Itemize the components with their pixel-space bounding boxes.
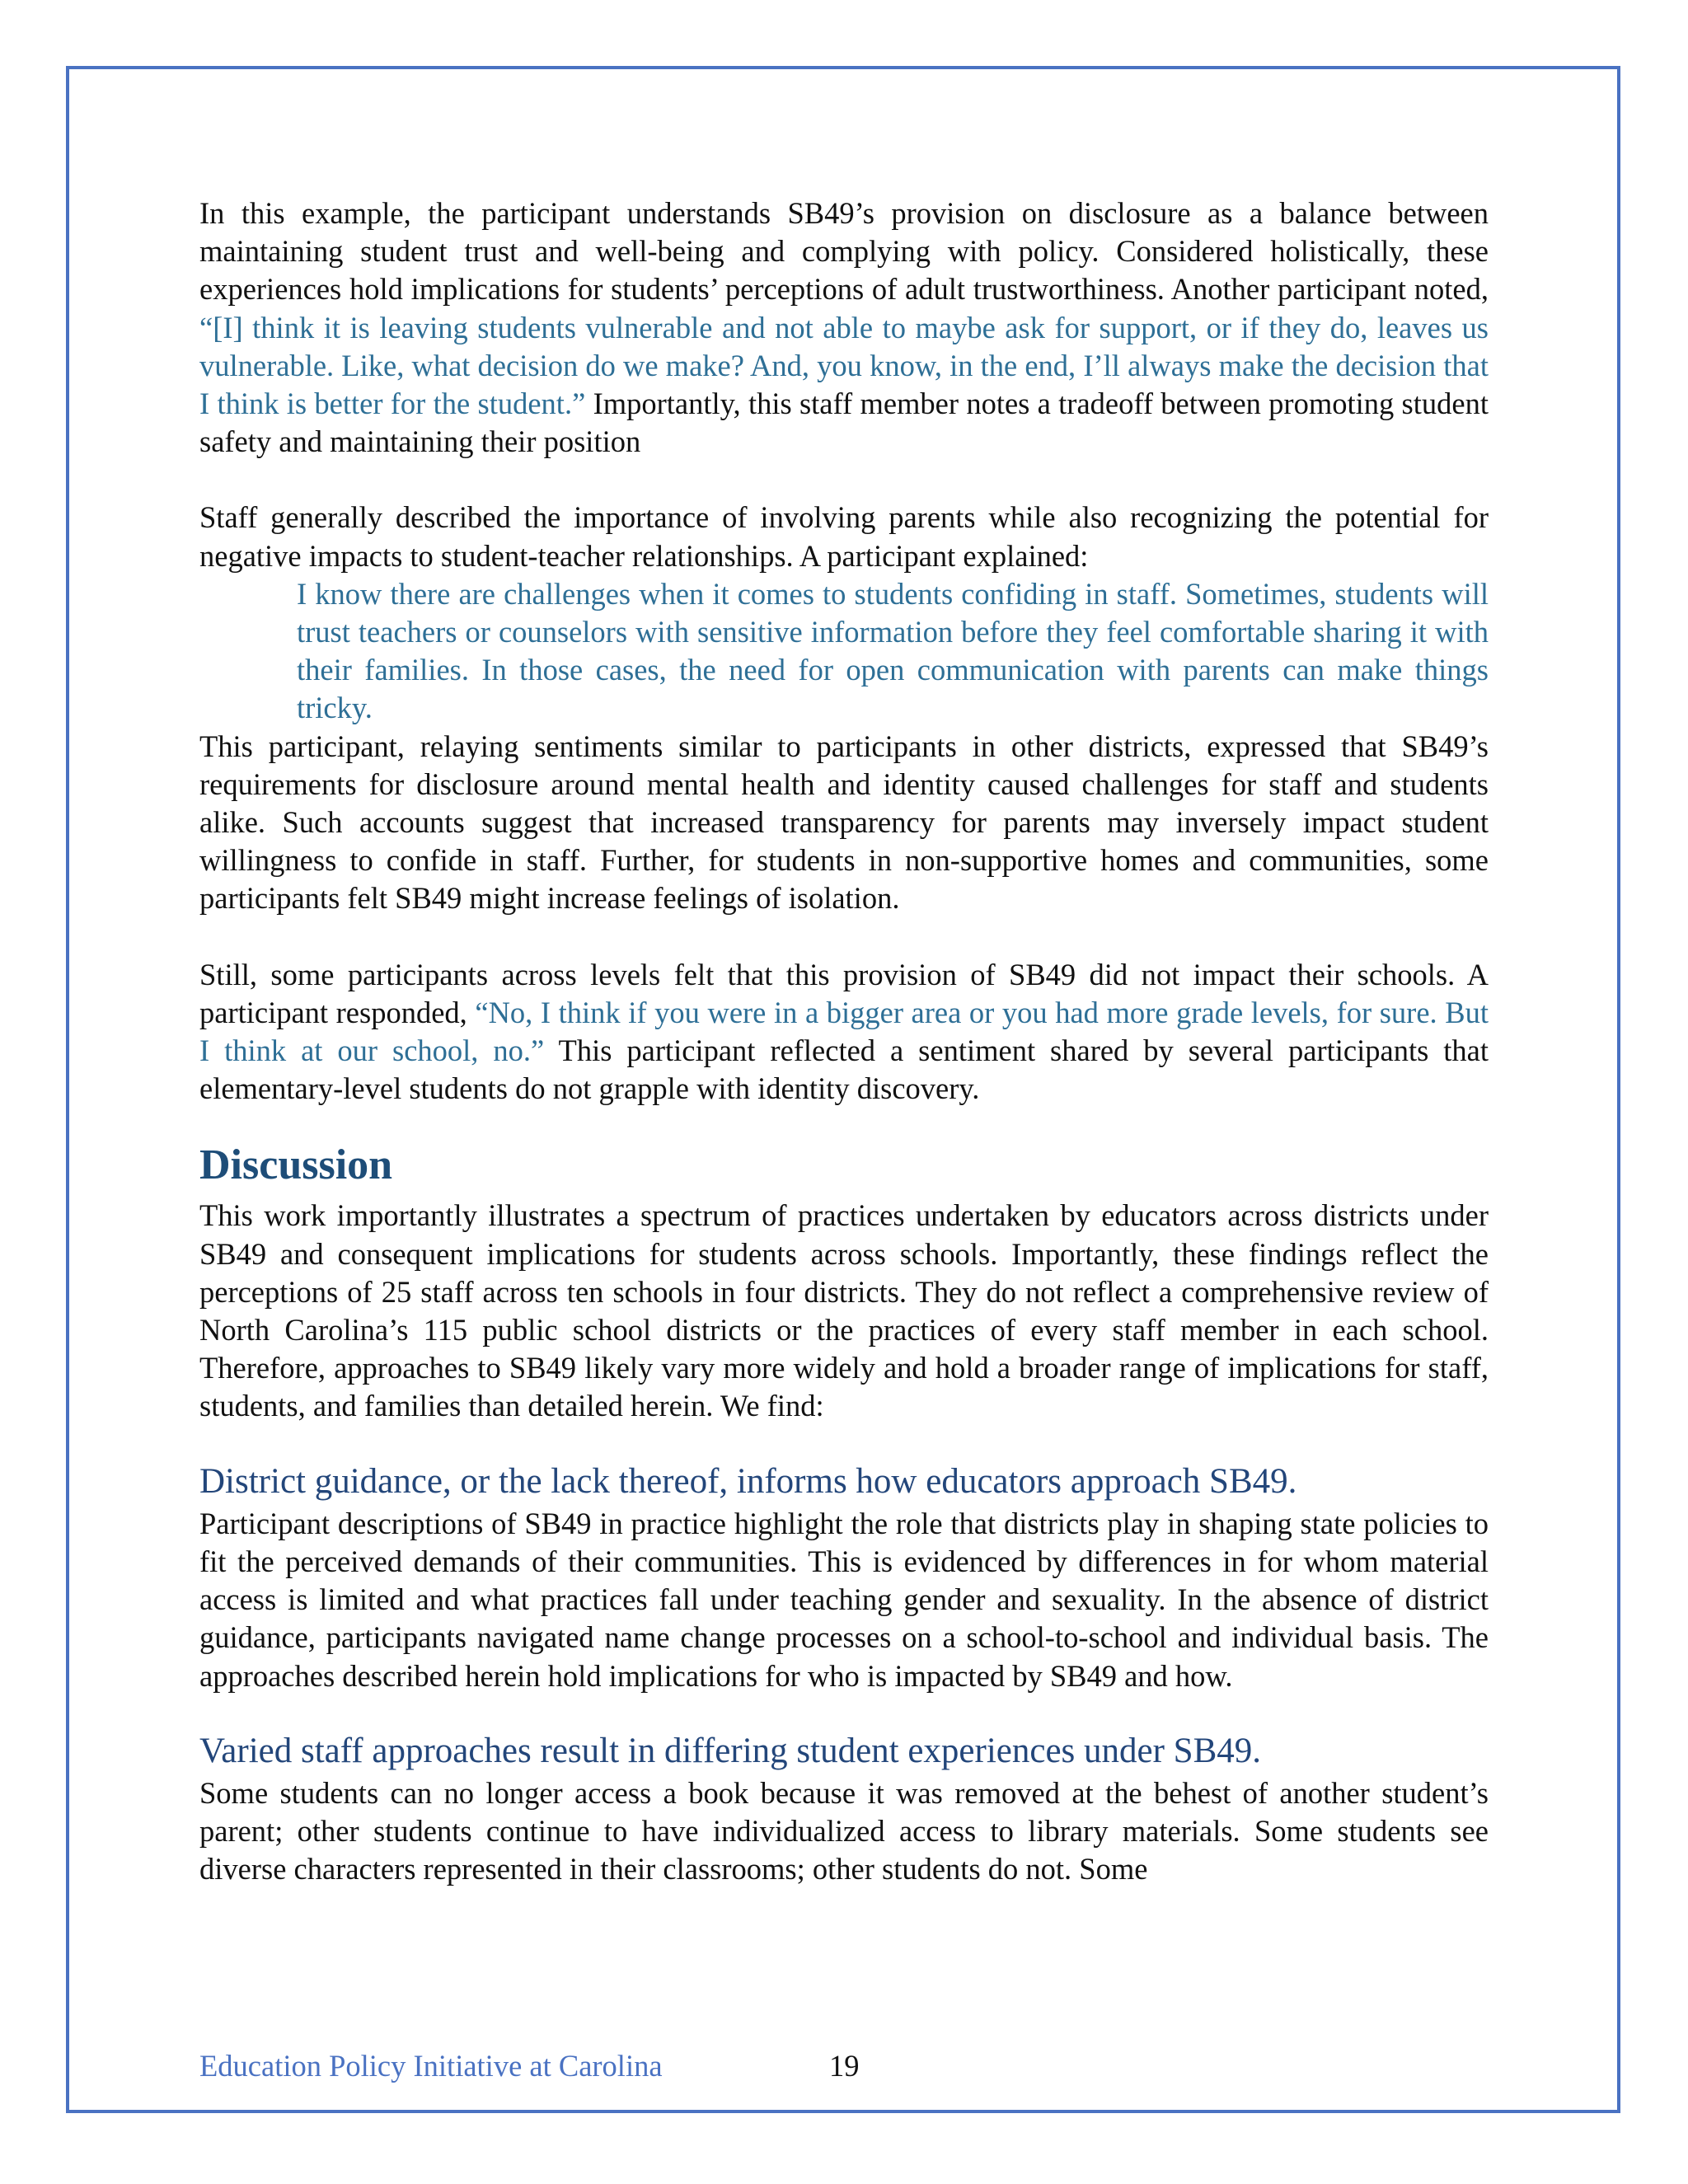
participant-quote: “No, I think if you were in a bigger area or you had more grade levels, for sure. But I think at our school, no.” bbox=[199, 995, 1489, 1068]
section-heading-discussion: Discussion bbox=[199, 1141, 393, 1189]
paragraph-text: Importantly, this staff member notes a tradeoff between promoting student safety and maintaining their position bbox=[199, 387, 1489, 459]
paragraph-gap bbox=[199, 918, 1489, 956]
paragraph-text: This participant reflected a sentiment shared by several participants that elementary-level students do not grapple with identity discovery. bbox=[199, 1033, 1489, 1106]
paragraph-disclosure-challenges: This participant, relaying sentiments similar to participants in other districts, expressed that SB49’s requirements for disclosure around mental health and identity caused challenges for staff and students alike. Such accounts suggest that increased transparency for parents may inversely impact student willingness to confide in staff. Further, for students in non-supportive homes and communities, some participants felt SB49 might increase feelings of isolation. bbox=[199, 729, 1489, 916]
paragraph-disclosure-balance bbox=[199, 194, 1489, 461]
subheading-district-guidance: District guidance, or the lack thereof, informs how educators approach SB49. bbox=[199, 1461, 1297, 1501]
section-gap bbox=[199, 1108, 1489, 1139]
paragraph-involving-parents: Staff generally described the importance of involving parents while also recognizing the potential for negative impacts to student-teacher relationships. A participant explained: bbox=[199, 500, 1489, 573]
block-quote: I know there are challenges when it comes to students confiding in staff. Sometimes, students will trust teachers or counselors with sensitive information before they feel comfortable sharing it with their families. In those cases, the need for open communication with parents can make things tricky. bbox=[297, 576, 1489, 725]
participant-quote: “[I] think it is leaving students vulnerable and not able to maybe ask for support, or if they do, leaves us vulnerable. Like, what decision do we make? And, you know, in the end, I’ll always make the decision that I think is better for the student.” bbox=[199, 310, 1489, 421]
paragraph-discussion-intro: This work importantly illustrates a spectrum of practices undertaken by educators across districts under SB49 and consequent implications for students across schools. Importantly, these findings reflect the perceptions of 25 staff across ten schools in four districts. They do not reflect a comprehensive review of North Carolina’s 115 public school districts or the practices of every staff member in each school. Therefore, approaches to SB49 likely vary more widely and hold a broader range of implications for staff, students, and families than detailed herein. We find: bbox=[199, 1198, 1489, 1423]
page-footer bbox=[199, 2047, 860, 2085]
paragraph-gap bbox=[199, 461, 1489, 499]
paragraph-no-impact bbox=[199, 956, 1489, 1108]
subheading-varied-approaches: Varied staff approaches result in differing student experiences under SB49. bbox=[199, 1731, 1262, 1770]
footer-page-number: 19 bbox=[829, 2049, 860, 2083]
paragraph-text: Still, some participants across levels felt that this provision of SB49 did not impact their schools. A participant responded, bbox=[199, 957, 1489, 1029]
paragraph-text: In this example, the participant understands SB49’s provision on disclosure as a balance between maintaining student trust and well-being and complying with policy. Considered holistically, these experiences hold implications for students’ perceptions of adult trustworthiness. Another participant noted, bbox=[199, 196, 1489, 307]
paragraph-district-guidance: Participant descriptions of SB49 in practice highlight the role that districts play in shaping state policies to fit the perceived demands of their communities. This is evidenced by differences in for whom material access is limited and what practices fall under teaching gender and sexuality. In the absence of district guidance, participants navigated name change processes on a school-to-school and individual basis. The approaches described herein hold implications for who is impacted by SB49 and how. bbox=[199, 1506, 1489, 1693]
footer-organization: Education Policy Initiative at Carolina bbox=[199, 2049, 663, 2083]
section-gap bbox=[199, 1426, 1489, 1459]
page-content bbox=[199, 194, 1489, 1888]
paragraph-varied-approaches: Some students can no longer access a book because it was removed at the behest of another student’s parent; other students continue to have individualized access to library materials. Some students see diverse characters represented in their classrooms; other students do not. Some bbox=[199, 1775, 1489, 1886]
section-gap bbox=[199, 1695, 1489, 1728]
